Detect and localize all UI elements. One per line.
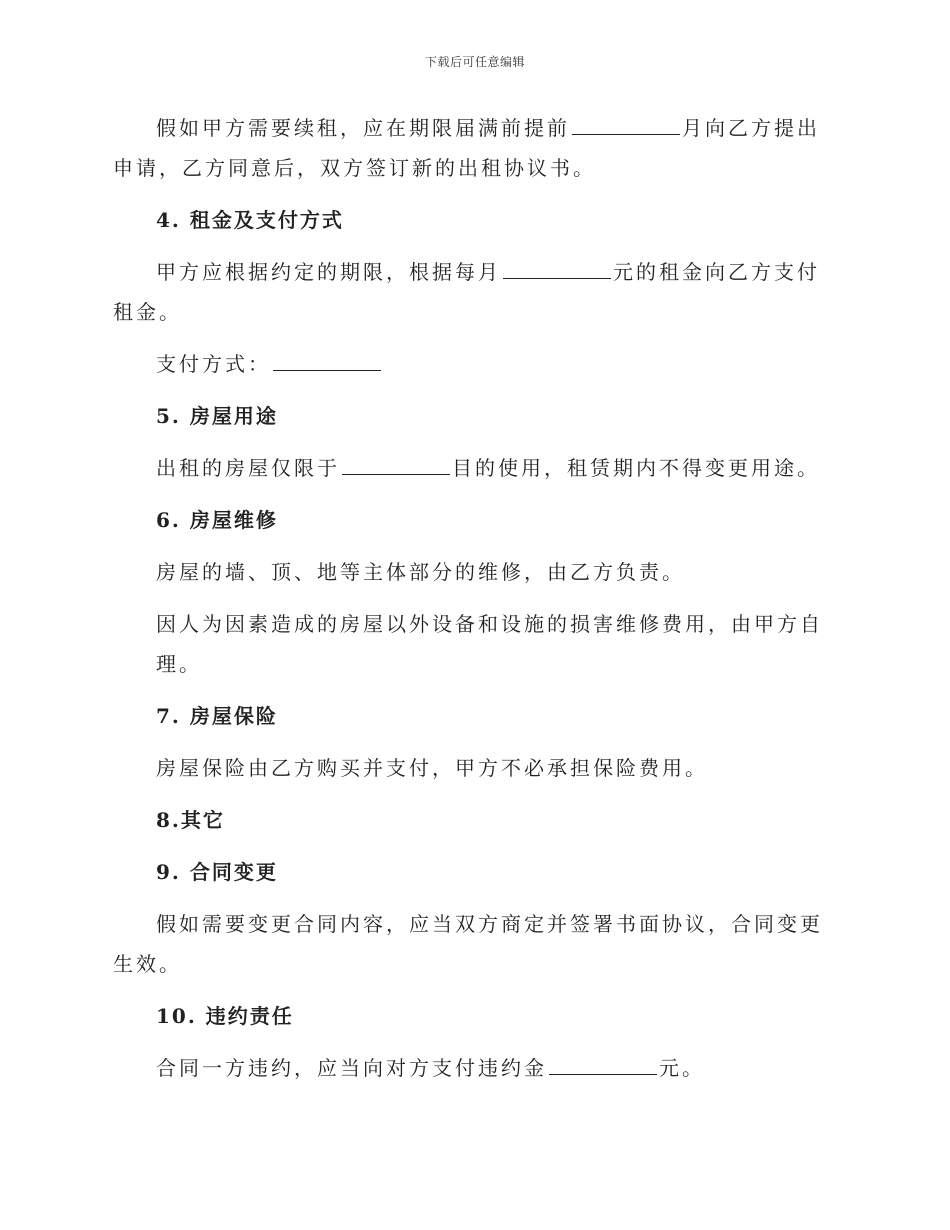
section-heading-other: 8.其它 <box>156 808 225 832</box>
change-paragraph: 假如需要变更合同内容，应当双方商定并签署书面协议，合同变更生效。 <box>113 912 823 976</box>
usage-paragraph <box>113 448 833 488</box>
breach-text-2: 元。 <box>659 1056 705 1080</box>
monthly-rent-blank[interactable] <box>503 256 611 279</box>
rent-paragraph <box>113 252 833 332</box>
renewal-months-blank[interactable] <box>572 112 680 135</box>
repair-paragraph-1: 房屋的墙、顶、地等主体部分的维修，由乙方负责。 <box>156 560 685 584</box>
usage-text-2: 目的使用，租赁期内不得变更用途。 <box>452 456 820 480</box>
section-heading-rent: 4. 租金及支付方式 <box>156 208 344 232</box>
section-heading-change: 9. 合同变更 <box>156 860 278 884</box>
section-heading-breach: 10. 违约责任 <box>156 1004 294 1028</box>
repair-paragraph-2: 因人为因素造成的房屋以外设备和设施的损害维修费用，由甲方自理。 <box>156 612 823 676</box>
document-body <box>113 108 833 1100</box>
usage-purpose-blank[interactable] <box>342 452 450 475</box>
page-header: 下载后可任意编辑 <box>424 55 525 69</box>
payment-method-blank[interactable] <box>273 348 381 371</box>
rent-text-1: 甲方应根据约定的期限，根据每月 <box>156 260 501 284</box>
renewal-text-2: 月向乙方提出申请，乙方同意后，双方签订新的出租协议书。 <box>113 116 820 180</box>
insurance-paragraph: 房屋保险由乙方购买并支付，甲方不必承担保险费用。 <box>156 756 708 780</box>
breach-paragraph <box>113 1048 833 1088</box>
penalty-amount-blank[interactable] <box>549 1052 657 1075</box>
usage-text-1: 出租的房屋仅限于 <box>156 456 340 480</box>
section-heading-repair: 6. 房屋维修 <box>156 508 278 532</box>
renewal-paragraph <box>113 108 833 188</box>
rent-text-2: 元的租金向乙方支付租金。 <box>113 260 820 324</box>
payment-method-paragraph <box>113 344 833 384</box>
payment-method-label: 支付方式： <box>156 352 271 376</box>
section-heading-usage: 5. 房屋用途 <box>156 404 278 428</box>
breach-text-1: 合同一方违约，应当向对方支付违约金 <box>156 1056 547 1080</box>
section-heading-insurance: 7. 房屋保险 <box>156 704 278 728</box>
renewal-text-1: 假如甲方需要续租，应在期限届满前提前 <box>156 116 570 140</box>
